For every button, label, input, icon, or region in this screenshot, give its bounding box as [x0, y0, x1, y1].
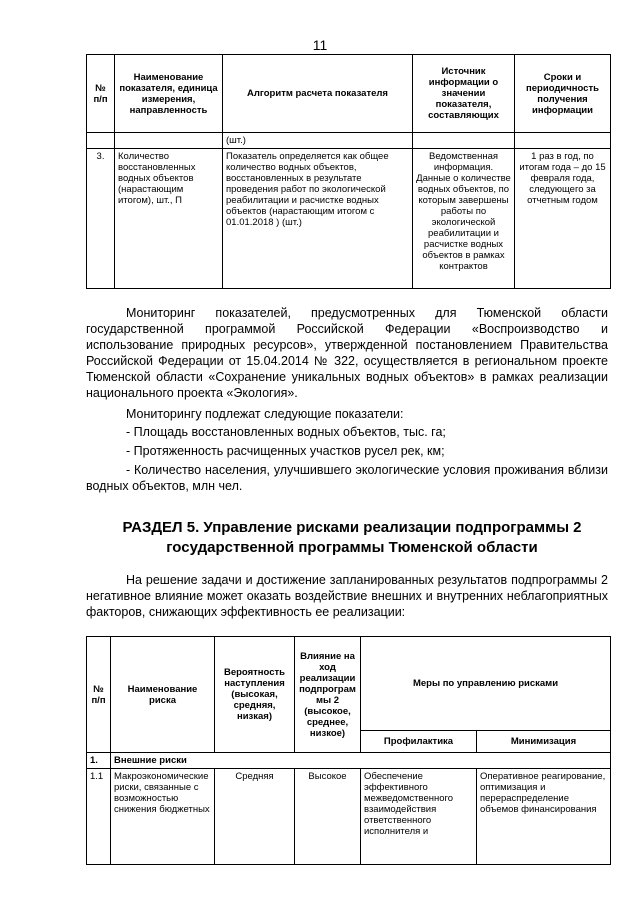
col-header-name: Наименование показателя, единица измерения, направленность — [115, 55, 223, 133]
risks-table — [86, 636, 611, 865]
cell-period: 1 раз в год, по итогам года – до 15 февраля года, следующего за отчетным годом — [515, 149, 611, 289]
col-header-period: Сроки и периодичность получения информации — [515, 55, 611, 133]
list-item: - Протяженность расчищенных участков русел рек, км; — [126, 444, 445, 458]
col-header-minimization: Минимизация — [477, 731, 611, 753]
cell-source: Ведомственная информация. Данные о количестве водных объектов, по которым завершены работы по экологической реабилитации и расчистке водных объектов в рамках контрактов — [413, 149, 515, 289]
cell-risk-name: Макроэкономические риски, связанные с возможностью снижения бюджетных — [111, 769, 215, 865]
table-row — [87, 149, 611, 289]
carry-cell — [515, 133, 611, 149]
col-header-probability: Вероятность наступления (высокая, средняя, низкая) — [215, 637, 295, 753]
col-header-algorithm: Алгоритм расчета показателя — [223, 55, 413, 133]
col-header-risk-name: Наименование риска — [111, 637, 215, 753]
col-header-prevention: Профилактика — [361, 731, 477, 753]
cell-probability: Средняя — [215, 769, 295, 865]
col-header-source: Источник информации о значении показателя, составляющих — [413, 55, 515, 133]
table-row — [87, 769, 611, 865]
paragraph-monitoring: Мониторинг показателей, предусмотренных для Тюменской области государственной программой Российской Федерации «Воспроизводство и использование природных ресурсов», утвержденной постановлением Правительства Российской Федерации от 15.04.2014 № 322, осуществляется в региональном проекте Тюменской области «Сохранение уникальных водных объектов» в рамках реализации национального проекта «Экология». — [86, 306, 608, 400]
paragraph-monitoring-list-intro: Мониторингу подлежат следующие показатели: — [126, 407, 404, 421]
carry-cell — [115, 133, 223, 149]
col-header-impact: Влияние на ход реализации подпрограммы 2 (высокое, среднее, низкое) — [295, 637, 361, 753]
page-number: 11 — [312, 37, 328, 53]
cell-algorithm: Показатель определяется как общее количество водных объектов, восстановленных в результате проведения работ по экологической реабилитации и расчистке водных объектов (нарастающим итогом с 01.01.2018 ) (шт.) — [223, 149, 413, 289]
cell-num: 3. — [87, 149, 115, 289]
list-item: - Площадь восстановленных водных объектов, тыс. га; — [126, 425, 446, 439]
paragraph-risks-intro: На решение задачи и достижение запланированных результатов подпрограммы 2 негативное влияние может оказать воздействие внешних и внутренних неблагоприятных факторов, снижающих эффективность ее реализации: — [86, 573, 608, 619]
carry-over-text: (шт.) — [223, 133, 413, 149]
indicators-table — [86, 54, 611, 289]
cell-name: Количество восстановленных водных объектов (нарастающим итогом), шт., П — [115, 149, 223, 289]
section-heading-line2: государственной программы Тюменской области — [166, 539, 538, 556]
section-heading: РАЗДЕЛ 5. Управление рисками реализации подпрограммы 2 — [122, 519, 582, 536]
cell-minimization: Оперативное реагирование, оптимизация и перераспределение объемов финансирования — [477, 769, 611, 865]
carry-cell — [87, 133, 115, 149]
carry-cell — [413, 133, 515, 149]
col-header-measures: Меры по управлению рисками — [361, 637, 611, 731]
cell-impact: Высокое — [295, 769, 361, 865]
section-num: 1. — [87, 753, 111, 769]
cell-prevention: Обеспечение эффективного межведомственного взаимодействия ответственного исполнителя и — [361, 769, 477, 865]
cell-num: 1.1 — [87, 769, 111, 865]
list-item: - Количество населения, улучшившего экологические условия проживания вблизи водных объектов, млн чел. — [86, 463, 608, 493]
section-label: Внешние риски — [111, 753, 611, 769]
col-header-num: № п/п — [87, 55, 115, 133]
col-header-num: № п/п — [87, 637, 111, 753]
